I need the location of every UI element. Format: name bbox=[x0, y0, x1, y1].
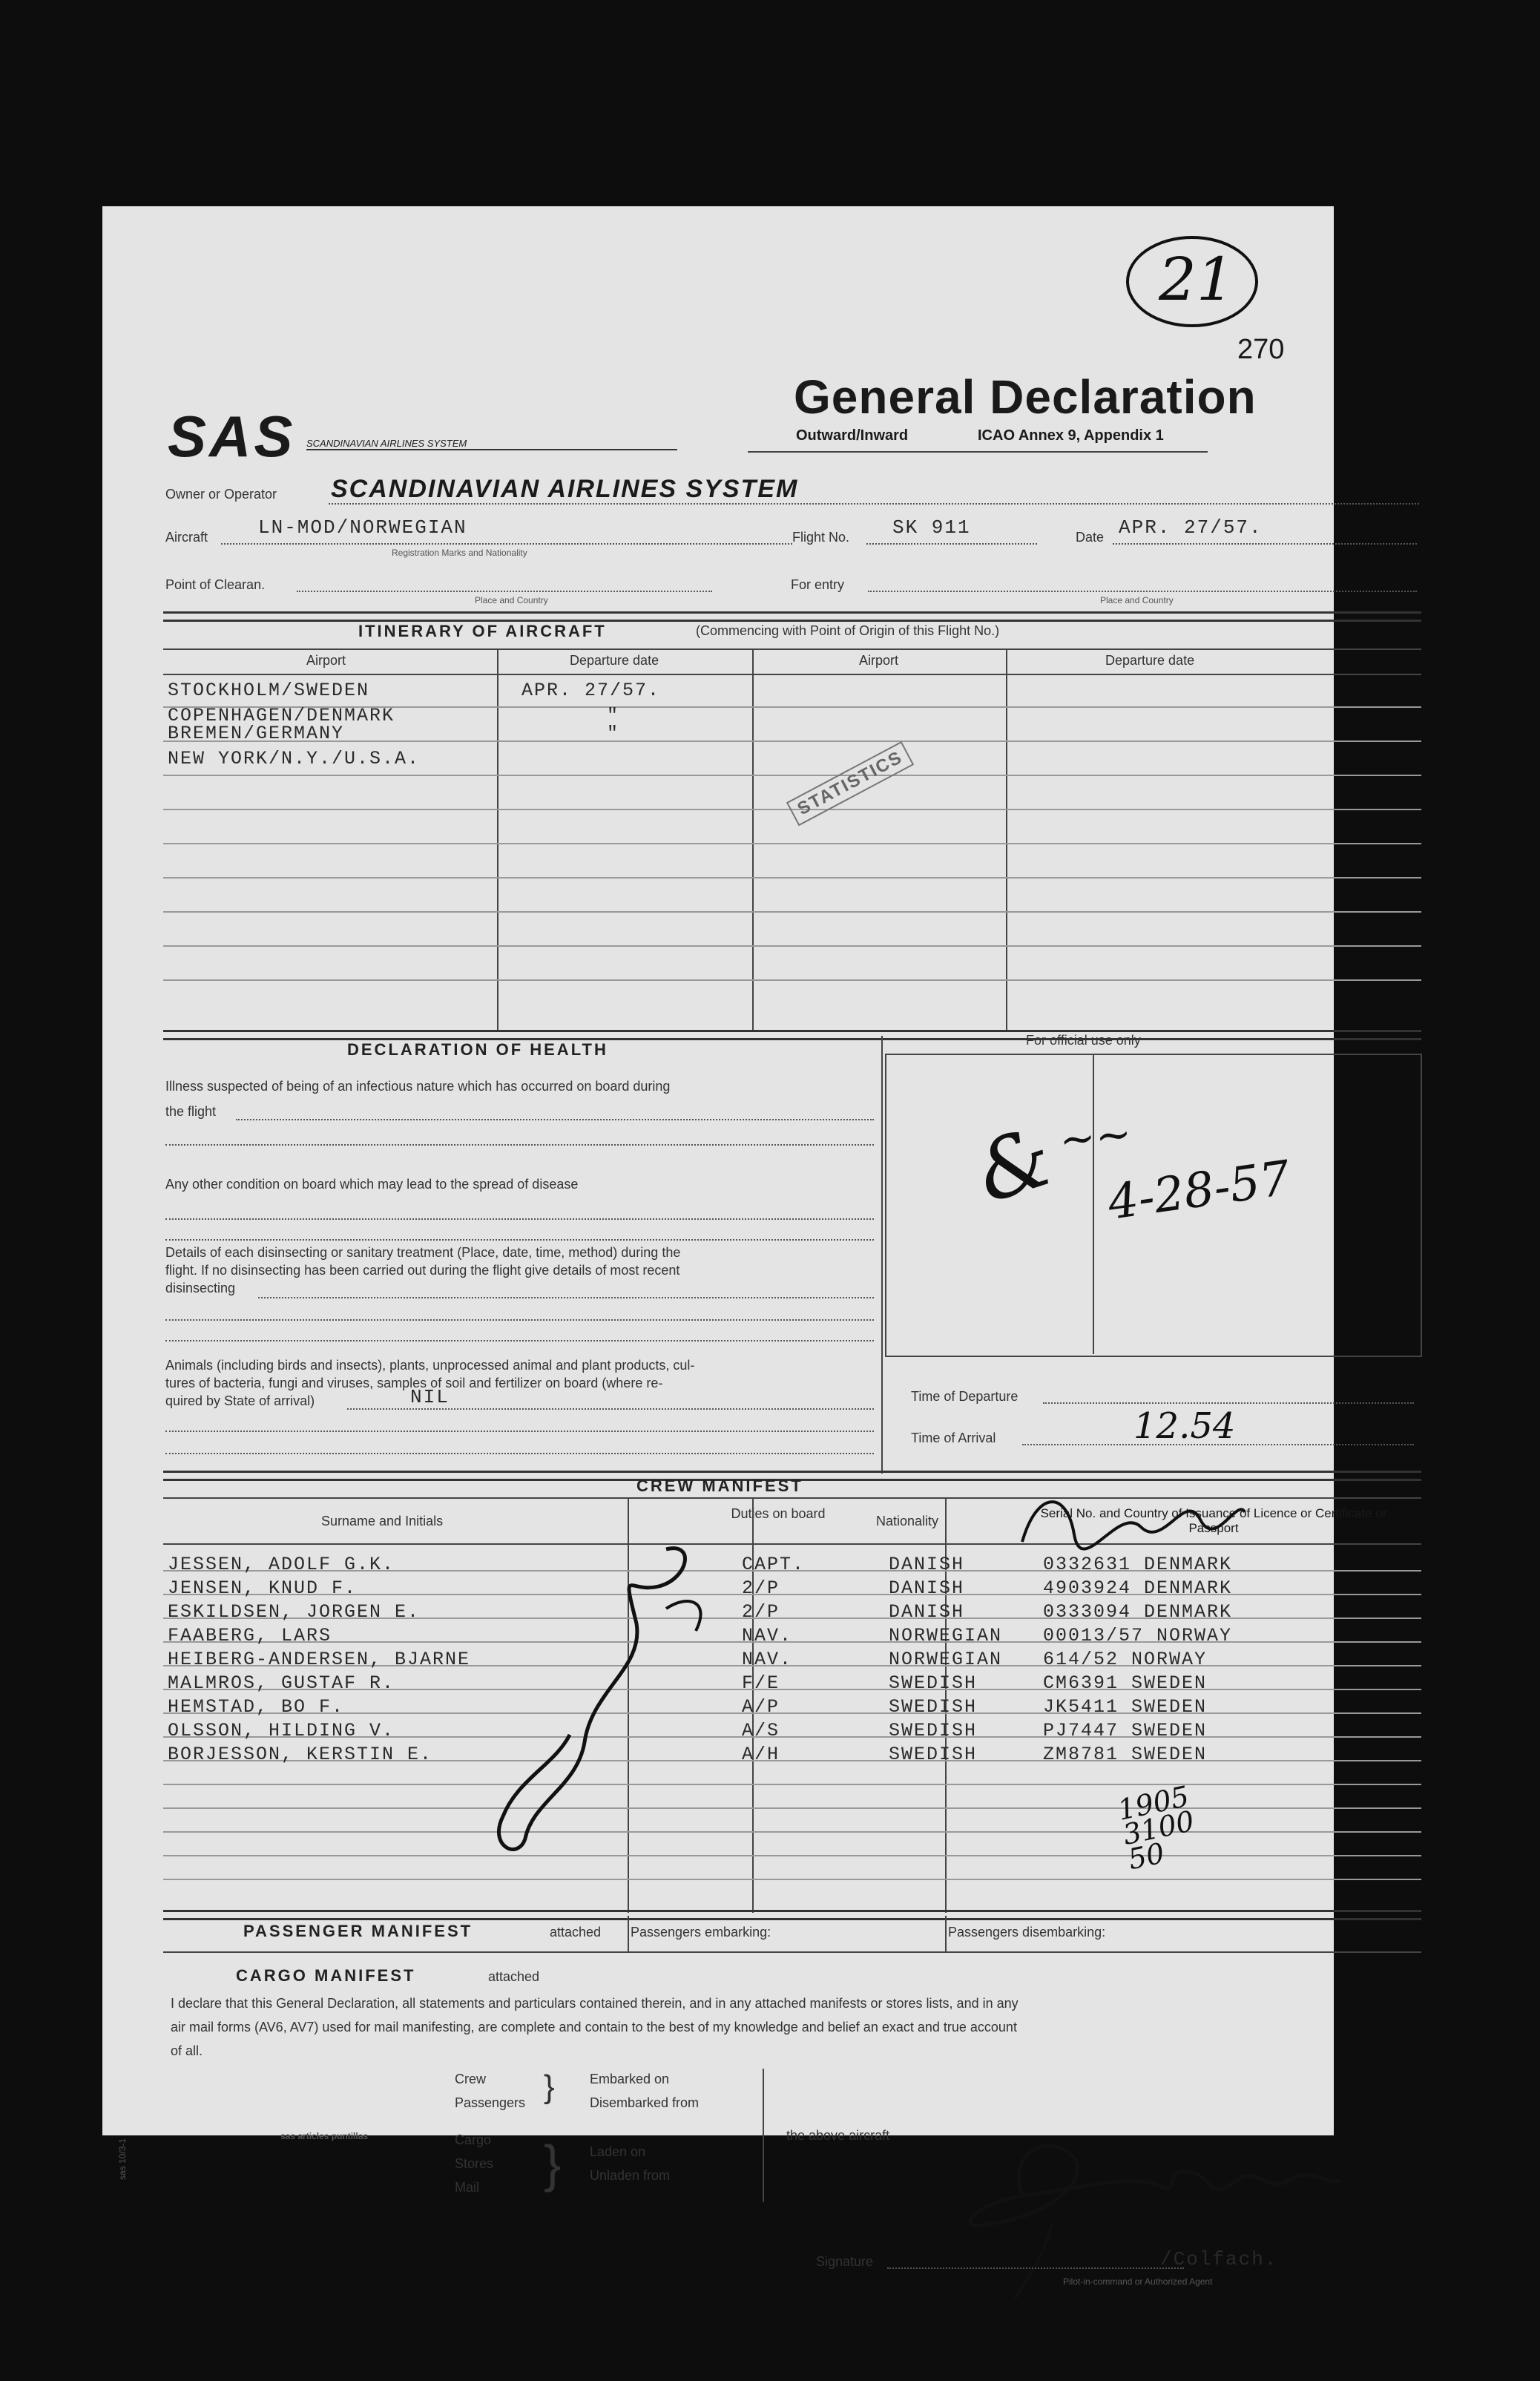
decl-embarked: Embarked on bbox=[590, 2072, 670, 2086]
flight-label: Flight No. bbox=[792, 530, 850, 545]
health-q3b: flight. If no disinsecting has been carried out during the flight give details of most recent bbox=[165, 1263, 680, 1278]
statistics-stamp: STATISTICS bbox=[786, 741, 915, 827]
time-arrival-value: 12.54 bbox=[1133, 1405, 1236, 1447]
crew-hand-note: 1905 3100 50 bbox=[1114, 1779, 1197, 1876]
crew-name-2: JENSEN, KNUD F. bbox=[168, 1577, 358, 1599]
decl-mail: Mail bbox=[455, 2180, 480, 2195]
crew-duty-1: CAPT. bbox=[742, 1554, 806, 1575]
aircraft-note: Registration Marks and Nationality bbox=[392, 548, 527, 558]
circled-number-text: 21 bbox=[1159, 245, 1234, 314]
crew-lic-8: PJ7447 SWEDEN bbox=[1043, 1720, 1208, 1741]
crew-nat-3: DANISH bbox=[889, 1601, 965, 1623]
brace-1: } bbox=[544, 2069, 555, 2105]
time-departure-label: Time of Departure bbox=[911, 1389, 1019, 1404]
crew-nat-8: SWEDISH bbox=[889, 1720, 978, 1741]
health-q2: Any other condition on board which may lead to the spread of disease bbox=[165, 1177, 579, 1192]
place-note-1: Place and Country bbox=[475, 595, 548, 605]
crew-lic-2: 4903924 DENMARK bbox=[1043, 1577, 1233, 1599]
health-q3a: Details of each disinsecting or sanitary treatment (Place, date, time, method) during the bbox=[165, 1245, 681, 1260]
health-q4a: Animals (including birds and insects), plants, unprocessed animal and plant products, cul- bbox=[165, 1358, 695, 1373]
place-note-2: Place and Country bbox=[1100, 595, 1174, 605]
licence-handwritten-scribble bbox=[1007, 1475, 1260, 1564]
col-surname: Surname and Initials bbox=[321, 1514, 444, 1528]
crew-name-6: MALMROS, GUSTAF R. bbox=[168, 1672, 395, 1694]
itinerary-date-1: APR. 27/57. bbox=[521, 680, 661, 701]
itinerary-title-note: (Commencing with Point of Origin of this Flight No.) bbox=[696, 623, 1000, 638]
crew-duty-2: 2/P bbox=[742, 1577, 780, 1599]
itinerary-airport-4: NEW YORK/N.Y./U.S.A. bbox=[168, 748, 421, 769]
crew-nat-2: DANISH bbox=[889, 1577, 965, 1599]
declaration-sheet bbox=[102, 206, 1387, 2287]
crew-duty-4: NAV. bbox=[742, 1625, 793, 1646]
health-q4b: tures of bacteria, fungi and viruses, samples of soil and fertilizer on board (where re- bbox=[165, 1376, 663, 1390]
official-initials: & bbox=[964, 1109, 1064, 1221]
crew-lic-4: 00013/57 NORWAY bbox=[1043, 1625, 1233, 1646]
sas-logo: SAS bbox=[168, 404, 296, 469]
crew-lic-6: CM6391 SWEDEN bbox=[1043, 1672, 1208, 1694]
crew-lic-3: 0333094 DENMARK bbox=[1043, 1601, 1233, 1623]
crew-lic-1: 0332631 DENMARK bbox=[1043, 1554, 1233, 1575]
crew-nat-4: NORWEGIAN bbox=[889, 1625, 1003, 1646]
col-departure-2: Departure date bbox=[1105, 653, 1195, 668]
crew-duty-3: 2/P bbox=[742, 1601, 780, 1623]
decl-cargo: Cargo bbox=[455, 2132, 492, 2147]
date-label: Date bbox=[1076, 530, 1105, 545]
crew-name-4: FAABERG, LARS bbox=[168, 1625, 332, 1646]
owner-value: SCANDINAVIAN AIRLINES SYSTEM bbox=[331, 475, 799, 503]
crew-duty-5: NAV. bbox=[742, 1649, 793, 1670]
signature-value: /Colfach. bbox=[1160, 2248, 1278, 2270]
declaration-line-3: of all. bbox=[171, 2043, 203, 2058]
decl-laden: Laden on bbox=[590, 2144, 646, 2159]
footer-text: sas articles puntillas bbox=[280, 2131, 369, 2141]
passengers-embarking: Passengers embarking: bbox=[631, 1925, 771, 1940]
crew-duty-8: A/S bbox=[742, 1720, 780, 1741]
crew-nat-6: SWEDISH bbox=[889, 1672, 978, 1694]
owner-label: Owner or Operator bbox=[165, 487, 277, 502]
health-q1: Illness suspected of being of an infectious nature which has occurred on board during bbox=[165, 1079, 671, 1094]
signature-label: Signature bbox=[816, 2254, 874, 2269]
itinerary-airport-1: STOCKHOLM/SWEDEN bbox=[168, 680, 370, 701]
official-handwritten-date: 4-28-57 bbox=[1105, 1151, 1294, 1231]
crew-title: CREW MANIFEST bbox=[636, 1477, 803, 1495]
crew-lic-9: ZM8781 SWEDEN bbox=[1043, 1744, 1208, 1765]
official-scribble: ~~ bbox=[1056, 1108, 1134, 1166]
crew-duty-7: A/P bbox=[742, 1696, 780, 1718]
col-nationality: Nationality bbox=[875, 1514, 939, 1528]
clearance-label: Point of Clearan. bbox=[165, 577, 266, 592]
crew-nat-7: SWEDISH bbox=[889, 1696, 978, 1718]
decl-crew: Crew bbox=[455, 2072, 487, 2086]
col-licence: Serial No. and Country of Issuance of Licence or Certificate or Passport bbox=[1040, 1506, 1387, 1535]
crew-duty-6: F/E bbox=[742, 1672, 780, 1694]
signature-note: Pilot-in-command or Authorized Agent bbox=[1063, 2276, 1213, 2287]
col-airport-2: Airport bbox=[859, 653, 899, 668]
crew-lic-7: JK5411 SWEDEN bbox=[1043, 1696, 1208, 1718]
official-title: For official use only bbox=[1026, 1033, 1141, 1048]
passenger-attached: attached bbox=[550, 1925, 602, 1940]
side-form-code: sas 10/3-1 bbox=[117, 2138, 128, 2180]
crew-name-5: HEIBERG-ANDERSEN, BJARNE bbox=[168, 1649, 471, 1670]
sas-logo-subtext: SCANDINAVIAN AIRLINES SYSTEM bbox=[306, 438, 677, 450]
itinerary-title: ITINERARY OF AIRCRAFT bbox=[358, 622, 607, 640]
flight-value: SK 911 bbox=[892, 516, 971, 539]
crew-duty-9: A/H bbox=[742, 1744, 780, 1765]
cargo-manifest-title: CARGO MANIFEST bbox=[236, 1966, 416, 1985]
crew-nat-1: DANISH bbox=[889, 1554, 965, 1575]
decl-above-aircraft: the above aircraft bbox=[786, 2128, 890, 2143]
itinerary-airport-2: COPENHAGEN/DENMARK bbox=[168, 705, 395, 726]
col-airport: Airport bbox=[306, 653, 346, 668]
decl-unladen: Unladen from bbox=[590, 2168, 671, 2183]
page-number: 270 bbox=[1237, 334, 1285, 365]
crew-lic-5: 614/52 NORWAY bbox=[1043, 1649, 1208, 1670]
declaration-line-2: air mail forms (AV6, AV7) used for mail manifesting, are complete and contain to the best of my knowledge and belief an exact and true account bbox=[171, 2020, 1017, 2034]
cargo-attached: attached bbox=[488, 1969, 540, 1984]
date-value: APR. 27/57. bbox=[1119, 516, 1263, 539]
circled-number bbox=[1126, 236, 1258, 327]
itinerary-date-3: " bbox=[607, 723, 620, 744]
time-arrival-label: Time of Arrival bbox=[911, 1431, 996, 1445]
col-departure: Departure date bbox=[570, 653, 659, 668]
itinerary-airport-3: BREMEN/GERMANY bbox=[168, 723, 345, 744]
decl-passengers: Passengers bbox=[455, 2095, 526, 2110]
passenger-manifest-title: PASSENGER MANIFEST bbox=[243, 1922, 473, 1940]
health-q4-value: NIL bbox=[410, 1386, 450, 1408]
crew-nat-9: SWEDISH bbox=[889, 1744, 978, 1765]
crew-nat-5: NORWEGIAN bbox=[889, 1649, 1003, 1670]
aircraft-label: Aircraft bbox=[165, 530, 208, 545]
health-q1b: the flight bbox=[165, 1104, 217, 1119]
crew-name-8: OLSSON, HILDING V. bbox=[168, 1720, 395, 1741]
form-subtitle: Outward/Inward bbox=[796, 427, 909, 444]
form-title: General Declaration bbox=[794, 370, 1257, 424]
decl-disembarked: Disembarked from bbox=[590, 2095, 700, 2110]
passengers-disembarking: Passengers disembarking: bbox=[948, 1925, 1106, 1940]
health-title: DECLARATION OF HEALTH bbox=[347, 1040, 608, 1059]
declaration-line-1: I declare that this General Declaration, all statements and particulars contained therein, and in any attached manifests or stores lists, and in any bbox=[171, 1996, 1019, 2011]
crew-name-3: ESKILDSEN, JORGEN E. bbox=[168, 1601, 421, 1623]
decl-stores: Stores bbox=[455, 2156, 494, 2171]
crew-name-7: HEMSTAD, BO F. bbox=[168, 1696, 345, 1718]
health-q4c: quired by State of arrival) bbox=[165, 1393, 315, 1408]
crew-handwritten-scribble bbox=[444, 1520, 755, 1868]
brace-2: } bbox=[544, 2135, 562, 2193]
for-entry-label: For entry bbox=[791, 577, 845, 592]
icao-reference: ICAO Annex 9, Appendix 1 bbox=[978, 427, 1164, 444]
itinerary-date-2: " bbox=[607, 705, 620, 726]
aircraft-value: LN-MOD/NORWEGIAN bbox=[258, 516, 467, 539]
health-q3c: disinsecting bbox=[165, 1281, 236, 1295]
crew-name-9: BORJESSON, KERSTIN E. bbox=[168, 1744, 433, 1765]
crew-name-1: JESSEN, ADOLF G.K. bbox=[168, 1554, 395, 1575]
col-duties: Duties on board bbox=[731, 1506, 826, 1521]
